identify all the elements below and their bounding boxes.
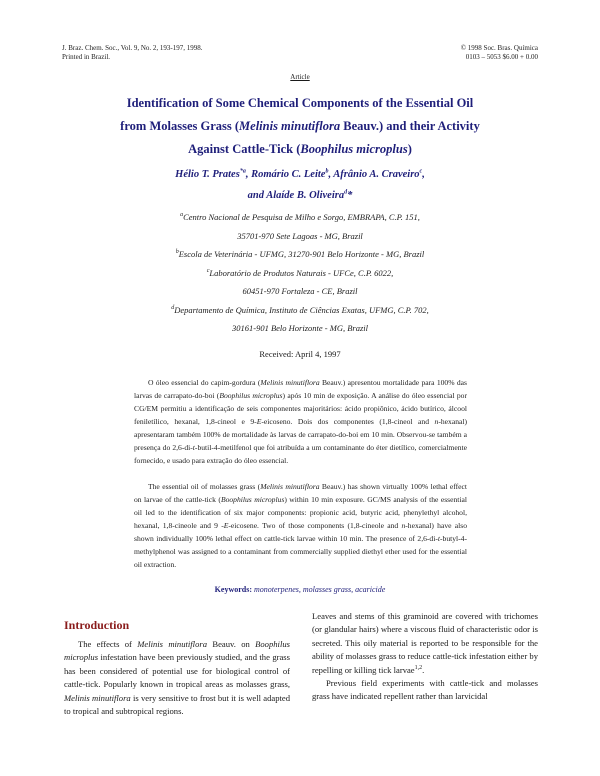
keywords-list: monoterpenes, molasses grass, acaricide: [252, 585, 386, 594]
isomer-label: E: [256, 417, 262, 426]
abstract-portuguese: [134, 376, 467, 467]
abstract-text: -hexanal) apresentaram também 100% de mortalidade às larvas de carrapato-do-boi em 10 min. Observou-se também a presença do 2,6-di-: [134, 417, 467, 452]
reference-marker: 1,2: [414, 664, 423, 671]
intro-paragraph: [64, 638, 290, 718]
author-marker: c: [419, 168, 423, 175]
abstract-text: Beauv.) has shown virtually 100% lethal effect on larvae of the cattle-tick (: [134, 482, 467, 504]
species-name: Melinis minutiflora: [260, 378, 320, 387]
title-text: Beauv.) and their Activity: [340, 119, 480, 133]
journal-line: J. Braz. Chem. Soc., Vol. 9, No. 2, 193-197, 1998.: [62, 44, 203, 52]
title-species: Boophilus microplus: [300, 142, 408, 156]
body-text: Leaves and stems of this graminoid are covered with trichomes (or glandular hairs) where a viscous fluid of characteristic odor is secreted. This oily material is reported to be responsible for the ability of molasses grass to reduce cattle-tick infestation either by repelling or killing tick larvae: [312, 611, 538, 675]
abstract-text: ) within 10 min exposure. GC/MS analysis of the essential oil led to the identification of six major components: propionic acid, butyric acid, phenylethyl alcohol, hexanal, 1,8-cineole and 9 -: [134, 495, 467, 530]
affiliation-text: Departamento de Química, Instituto de Ciências Exatas, UFMG, C.P. 702,: [174, 304, 429, 315]
author-line-2: [90, 185, 510, 206]
affiliation-marker: b: [175, 249, 179, 256]
species-name: Boophilus microplus: [219, 391, 283, 400]
document-type: Article: [290, 73, 310, 81]
abstract-text: -eicoseno. Dois dos componentes (1,8-cineol and: [261, 417, 435, 426]
copyright-block: [461, 44, 538, 62]
species-name: Melinis minutiflora: [64, 692, 131, 703]
isomer-label: E: [223, 521, 229, 530]
abstract-text: O óleo essencial do capim-gordura (: [148, 378, 261, 387]
affiliation-text: Laboratório de Produtos Naturais - UFCe, C.P. 6022,: [209, 267, 394, 278]
received-date: Received: April 4, 1997: [259, 349, 341, 359]
affiliation-d-address: 30161-901 Belo Horizonte - MG, Brazil: [232, 323, 368, 333]
author-marker: b: [325, 168, 329, 175]
author-line-1: [90, 164, 510, 185]
title-line-1: Identification of Some Chemical Components of the Essential Oil: [126, 96, 474, 110]
issn-line: 0103 – 5053 $6.00 + 0.00: [465, 53, 538, 61]
body-text: The effects of: [78, 639, 138, 649]
body-text: Beauv. on: [207, 639, 256, 649]
title-text: from Molasses Grass (: [120, 119, 240, 133]
intro-column-left: [64, 638, 290, 718]
title-line-3: [90, 138, 510, 161]
author-name: and Alaíde B. Oliveira: [247, 190, 345, 201]
abstract-text: The essential oil of molasses grass (: [148, 482, 261, 491]
species-name: Boophilus microplus: [64, 639, 290, 663]
abstract-text: -butyl-4-methylphenol was assigned to a contaminant from commercially supplied diethyl ether used for the essential oil extraction.: [134, 534, 467, 569]
abstract-text: Beauv.) apresentou mortalidade para 100% das larvas de carrapato-do-boi (: [134, 378, 467, 400]
printed-line: Printed in Brazil.: [62, 53, 111, 61]
species-name: Boophilus microplus: [220, 495, 285, 504]
author-marker: d: [344, 189, 348, 196]
body-text: .: [422, 664, 425, 675]
journal-citation: [62, 44, 203, 62]
author-separator: ,: [422, 169, 425, 180]
isomer-label: n: [434, 417, 439, 426]
affiliation-marker: a: [180, 212, 184, 219]
isomer-label: t: [192, 443, 195, 452]
section-heading-introduction: Introduction: [64, 618, 130, 632]
affiliation-b: [100, 245, 500, 264]
affiliation-c: [100, 264, 500, 283]
abstract-text: -hexanal) have also shown individually 100% lethal effect on cattle-tick larvae within 10 min. The presence of 2,6-di-: [134, 521, 467, 543]
title-text: ): [407, 142, 412, 156]
species-name: Melinis minutiflora: [137, 639, 208, 649]
affiliation-marker: d: [171, 304, 175, 311]
author-marker: *a: [239, 168, 246, 175]
keywords: [0, 585, 600, 594]
affiliation-d: [100, 301, 500, 320]
keywords-label: Keywords:: [214, 585, 252, 594]
title-species: Melinis minutiflora: [239, 119, 341, 133]
author-name: , Afrânio A. Craveiro: [328, 169, 420, 180]
abstract-english: [134, 480, 467, 571]
author-name: , Romário C. Leite: [245, 169, 326, 180]
author-name: Hélio T. Prates: [175, 169, 240, 180]
affiliation-marker: c: [206, 267, 210, 274]
intro-column-right: [312, 610, 538, 704]
affiliation-text: Centro Nacional de Pesquisa de Milho e Sorgo, EMBRAPA, C.P. 151,: [183, 212, 420, 222]
affiliation-a-address: 35701-970 Sete Lagoas - MG, Brazil: [237, 230, 363, 241]
author-list: [90, 164, 510, 206]
title-line-2: [90, 115, 510, 138]
intro-paragraph: [312, 610, 538, 677]
abstract-text: -butil-4-metilfenol que foi atribuída a um contaminante do éter dietílico, comercialmente fornecido, e usado para extração do óleo essencial.: [134, 443, 467, 465]
isomer-label: t: [437, 534, 440, 543]
affiliation-a: [100, 208, 500, 227]
article-title: [90, 92, 510, 161]
isomer-label: n: [401, 521, 406, 530]
affiliation-text: Escola de Veterinária - UFMG, 31270-901 Belo Horizonte - MG, Brazil: [178, 249, 425, 259]
affiliations: [100, 208, 500, 338]
abstract-text: -eicosene. Two of those components (1,8-cineole and: [228, 521, 402, 530]
title-text: Against Cattle-Tick (: [188, 142, 301, 156]
copyright-line: © 1998 Soc. Bras. Química: [460, 44, 538, 52]
species-name: Melinis minutiflora: [260, 482, 320, 491]
body-text: infestation have been previously studied, and the grass has been considered of potential use for biological control of cattle-tick. Popularly known in tropical areas as molasses grass,: [64, 652, 290, 690]
abstract-text: ) após 10 min de exposição. A análise do óleo essencial por CG/EM permitiu a identificação de seis componentes majoritários: ácido propiônico, ácido butírico, álcool feniletílico, hexanal, 1,8-cineol e 9-: [134, 391, 467, 426]
corresponding-marker: *: [347, 190, 353, 201]
affiliation-c-address: 60451-970 Fortaleza - CE, Brazil: [242, 286, 358, 296]
intro-paragraph: Previous field experiments with cattle-tick and molasses grass have indicated repellent rather than larvicidal: [312, 678, 538, 702]
body-text: is very sensitive to frost but it is well adapted to tropical and subtropical regions.: [64, 692, 290, 717]
